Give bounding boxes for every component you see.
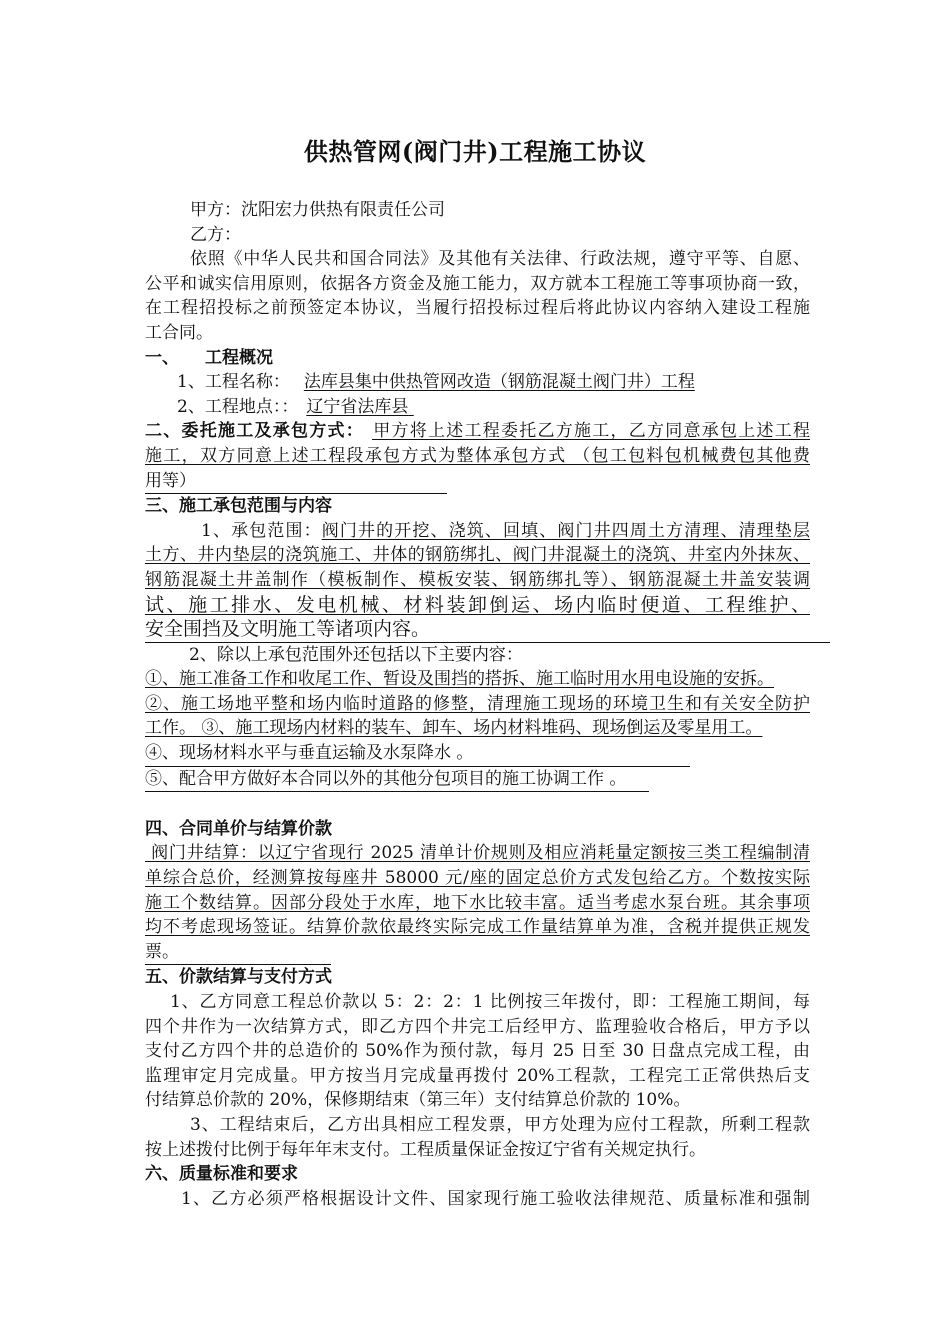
scope-line: 土方、井内垫层的浇筑施工、井体的钢筋绑扎、阀门井混凝土的浇筑、井室内外抹灰、	[145, 545, 810, 566]
section-2-first-line	[145, 419, 810, 444]
section-1-title: 工程概况	[205, 347, 273, 368]
section-6-heading: 六、质量标准和要求	[145, 1164, 298, 1185]
intro-line: 工合同。	[145, 322, 213, 343]
pricing-line: 单综合总价，经测算按每座井 58000 元/座的固定总价方式发包给乙方。个数按实际	[145, 868, 810, 889]
extra-scope-item-row	[145, 741, 810, 767]
payment-line: 按上述拨付比例于每年年末支付。工程质量保证金按辽宁省有关规定执行。	[145, 1139, 706, 1160]
section-3-heading: 三、施工承包范围与内容	[145, 496, 332, 517]
project-name-label: 1、工程名称：	[177, 372, 290, 393]
section-5-heading: 五、价款结算与支付方式	[145, 967, 332, 988]
extra-scope-item: ①、施工准备工作和收尾工作、暂设及围挡的搭拆、施工临时用水用电设施的安拆。	[145, 669, 774, 690]
payment-line: 1、乙方同意工程总价款以 5：2：2：1 比例按三年拨付，即：工程施工期间，每	[170, 992, 810, 1012]
extra-scope-item: ④、现场材料水平与垂直运输及水泵降水 。	[145, 743, 474, 764]
section-2-last-row	[145, 469, 810, 495]
party-b: 乙方：	[190, 224, 241, 245]
payment-line: 监理审定月完成量。甲方按当月完成量再拨付 20%工程款，工程完工正常供热后支	[145, 1065, 810, 1086]
project-site-row	[145, 395, 810, 420]
scope-line: 试、施工排水、发电机械、材料装卸倒运、场内临时便道、工程维护、	[145, 593, 810, 616]
scope-label: 1、承包范围：	[201, 520, 322, 541]
quality-line: 1、乙方必须严格根据设计文件、国家现行施工验收法律规范、质量标准和强制	[181, 1188, 810, 1209]
payment-line: 支付乙方四个井的总造价的 50%作为预付款，每月 25 日至 30 日盘点完成工程，由	[145, 1041, 810, 1062]
extra-scope-item-row	[145, 767, 810, 793]
extra-scope-label: 2、除以上承包范围外还包括以下主要内容：	[189, 644, 523, 665]
pricing-line: 阀门井结算：以辽宁省现行 2025 清单计价规则及相应消耗量定额按三类工程编制清	[145, 843, 810, 864]
payment-line: 付结算总价款的 20%，保修期结束（第三年）支付结算总价款的 10%。	[145, 1090, 691, 1111]
extra-scope-item: ②、施工场地平整和场内临时道路的修整，清理施工现场的环境卫生和有关安全防护	[145, 693, 810, 714]
project-site-value: 辽宁省法库县	[306, 396, 409, 417]
blank-line	[145, 792, 810, 817]
extra-scope-item: 工作。 ③、施工现场内材料的装车、卸车、场内材料堆码、现场倒运及零星用工。	[145, 718, 763, 739]
scope-line: 安全围挡及文明施工等诸项内容。	[145, 618, 431, 641]
payment-line: 四个井作为一次结算方式，即乙方四个井完工后经甲方、监理验收合格后，甲方予以	[145, 1016, 810, 1037]
pricing-line: 均不考虑现场签证。结算价款依最终实际完成工作量结算单为准，含税并提供正规发	[145, 917, 810, 938]
pricing-last-row	[145, 940, 810, 966]
document-body	[145, 198, 810, 1211]
extra-scope-item: ⑤、配合甲方做好本合同以外的其他分包项目的施工协调工作 。	[145, 768, 627, 789]
section-4-heading: 四、合同单价与结算价款	[145, 818, 332, 839]
project-name-value: 法库县集中供热管网改造（钢筋混凝土阀门井）工程	[303, 372, 695, 393]
scope-line: 钢筋混凝土井盖制作（模板制作、模板安装、钢筋绑扎等）、钢筋混凝土井盖安装调	[145, 569, 810, 590]
scope-line: 阀门井的开挖、浇筑、回填、阀门井四周土方清理、清理垫层	[321, 520, 810, 541]
payment-line: 3、工程结束后，乙方出具相应工程发票，甲方处理为应付工程款，所剩工程款	[190, 1114, 810, 1135]
intro-line: 在工程招投标之前预签定本协议，当履行招投标过程后将此协议内容纳入建设工程施	[145, 298, 810, 319]
party-a: 甲方：沈阳宏力供热有限责任公司	[190, 200, 445, 220]
section-2-line: 用等）	[145, 470, 196, 491]
scope-first-line	[145, 519, 810, 544]
section-1-number: 一、	[145, 347, 179, 368]
scope-last-row	[145, 617, 810, 643]
intro-line: 依照《中华人民共和国合同法》及其他有关法律、行政法规，遵守平等、自愿、	[190, 249, 810, 270]
document-title: 供热管网(阀门井)工程施工协议	[303, 137, 647, 166]
pricing-line: 施工个数结算。因部分段处于水库，地下水比较丰富。适当考虑水泵台班。其余事项	[145, 892, 810, 913]
section-2-heading: 二、委托施工及承包方式：	[145, 421, 364, 442]
section-2-line: 施工，双方同意上述工程段承包方式为整体承包方式 （包工包料包机械费包其他费	[145, 445, 810, 466]
section-1-heading	[145, 346, 810, 371]
intro-line: 公平和诚实信用原则，依据各方资金及施工能力，双方就本工程施工等事项协商一致，	[145, 273, 810, 294]
pricing-line: 票。	[145, 941, 179, 962]
project-site-label: 2、工程地点：：	[177, 396, 299, 417]
section-2-line: 甲方将上述工程委托乙方施工，乙方同意承包上述工程	[372, 421, 810, 442]
project-name-row	[145, 370, 810, 395]
